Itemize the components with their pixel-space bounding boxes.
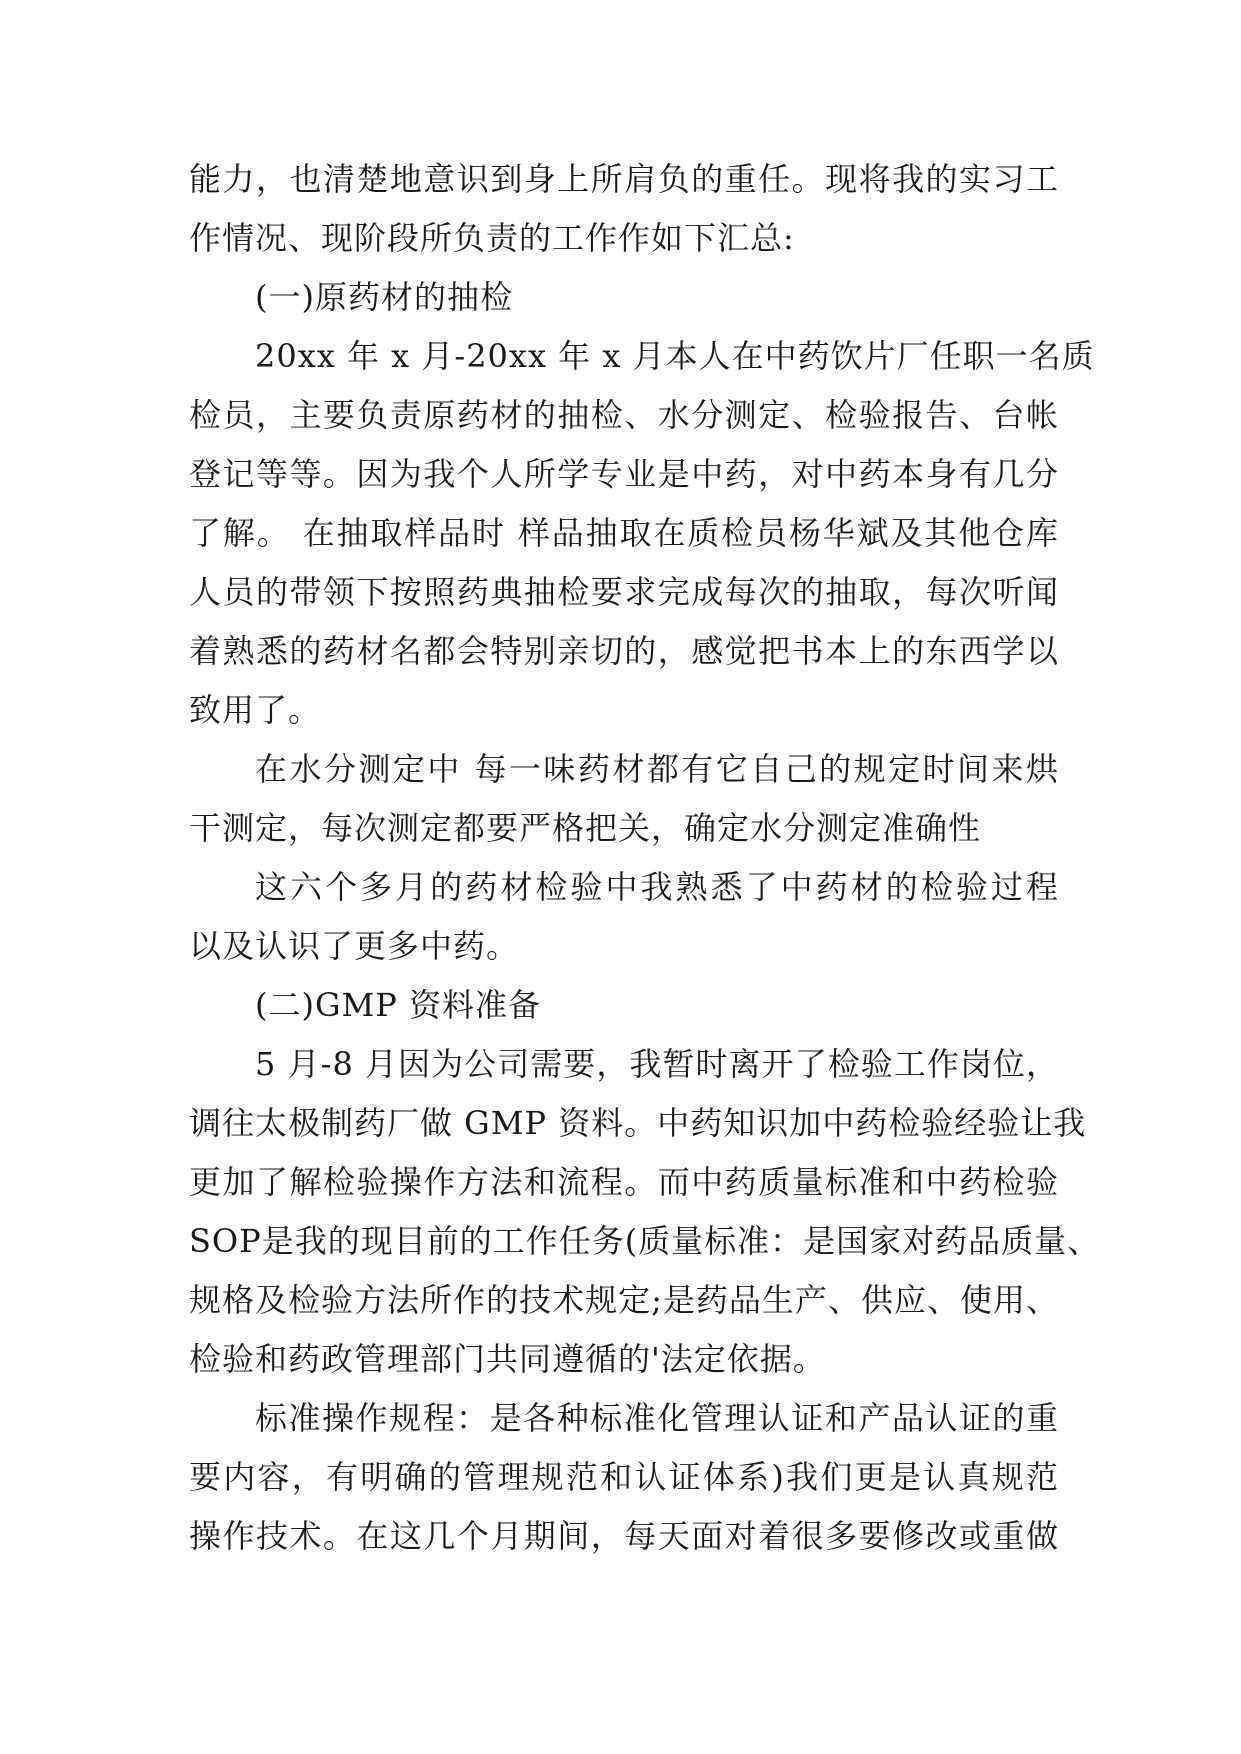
text-line: 人员的带领下按照药典抽检要求完成每次的抽取，每次听闻 xyxy=(189,573,1059,611)
document-body xyxy=(189,150,1101,1566)
text-line: 更加了解检验操作方法和流程。而中药质量标准和中药检验 xyxy=(189,1163,1059,1201)
text-line: 着熟悉的药材名都会特别亲切的，感觉把书本上的东西学以 xyxy=(189,632,1059,670)
text-line: SOP是我的现目前的工作任务(质量标准：是国家对药品质量、 xyxy=(189,1222,1101,1260)
text-line: 标准操作规程：是各种标准化管理认证和产品认证的重 xyxy=(255,1399,1059,1437)
text-line: 20xx 年 x 月-20xx 年 x 月本人在中药饮片厂任职一名质 xyxy=(255,337,1095,375)
text-line: 以及认识了更多中药。 xyxy=(189,927,520,965)
text-line: 调往太极制药厂做 GMP 资料。中药知识加中药检验经验让我 xyxy=(189,1104,1087,1142)
text-line: 致用了。 xyxy=(189,691,322,729)
text-line: (一)原药材的抽检 xyxy=(255,278,513,316)
text-line: 规格及检验方法所作的技术规定;是药品生产、供应、使用、 xyxy=(189,1281,1059,1319)
text-line: 5 月-8 月因为公司需要，我暂时离开了检验工作岗位， xyxy=(255,1045,1059,1083)
text-line: 检员，主要负责原药材的抽检、水分测定、检验报告、台帐 xyxy=(189,396,1059,434)
text-line: 在水分测定中 每一味药材都有它自己的规定时间来烘 xyxy=(255,750,1059,788)
text-line: 了解。 在抽取样品时 样品抽取在质检员杨华斌及其他仓库 xyxy=(189,514,1059,552)
text-line: 检验和药政管理部门共同遵循的'法定依据。 xyxy=(189,1340,826,1378)
text-line: 作情况、现阶段所负责的工作作如下汇总: xyxy=(189,219,795,257)
text-line: 要内容，有明确的管理规范和认证体系)我们更是认真规范 xyxy=(189,1458,1059,1496)
text-line: 操作技术。在这几个月期间，每天面对着很多要修改或重做 xyxy=(189,1517,1059,1555)
text-line: 这六个多月的药材检验中我熟悉了中药材的检验过程 xyxy=(255,868,1059,906)
text-line: (二)GMP 资料准备 xyxy=(255,986,542,1024)
text-line: 能力，也清楚地意识到身上所肩负的重任。现将我的实习工 xyxy=(189,160,1059,198)
text-line: 干测定，每次测定都要严格把关，确定水分测定准确性 xyxy=(189,809,982,847)
text-line: 登记等等。因为我个人所学专业是中药，对中药本身有几分 xyxy=(189,455,1059,493)
